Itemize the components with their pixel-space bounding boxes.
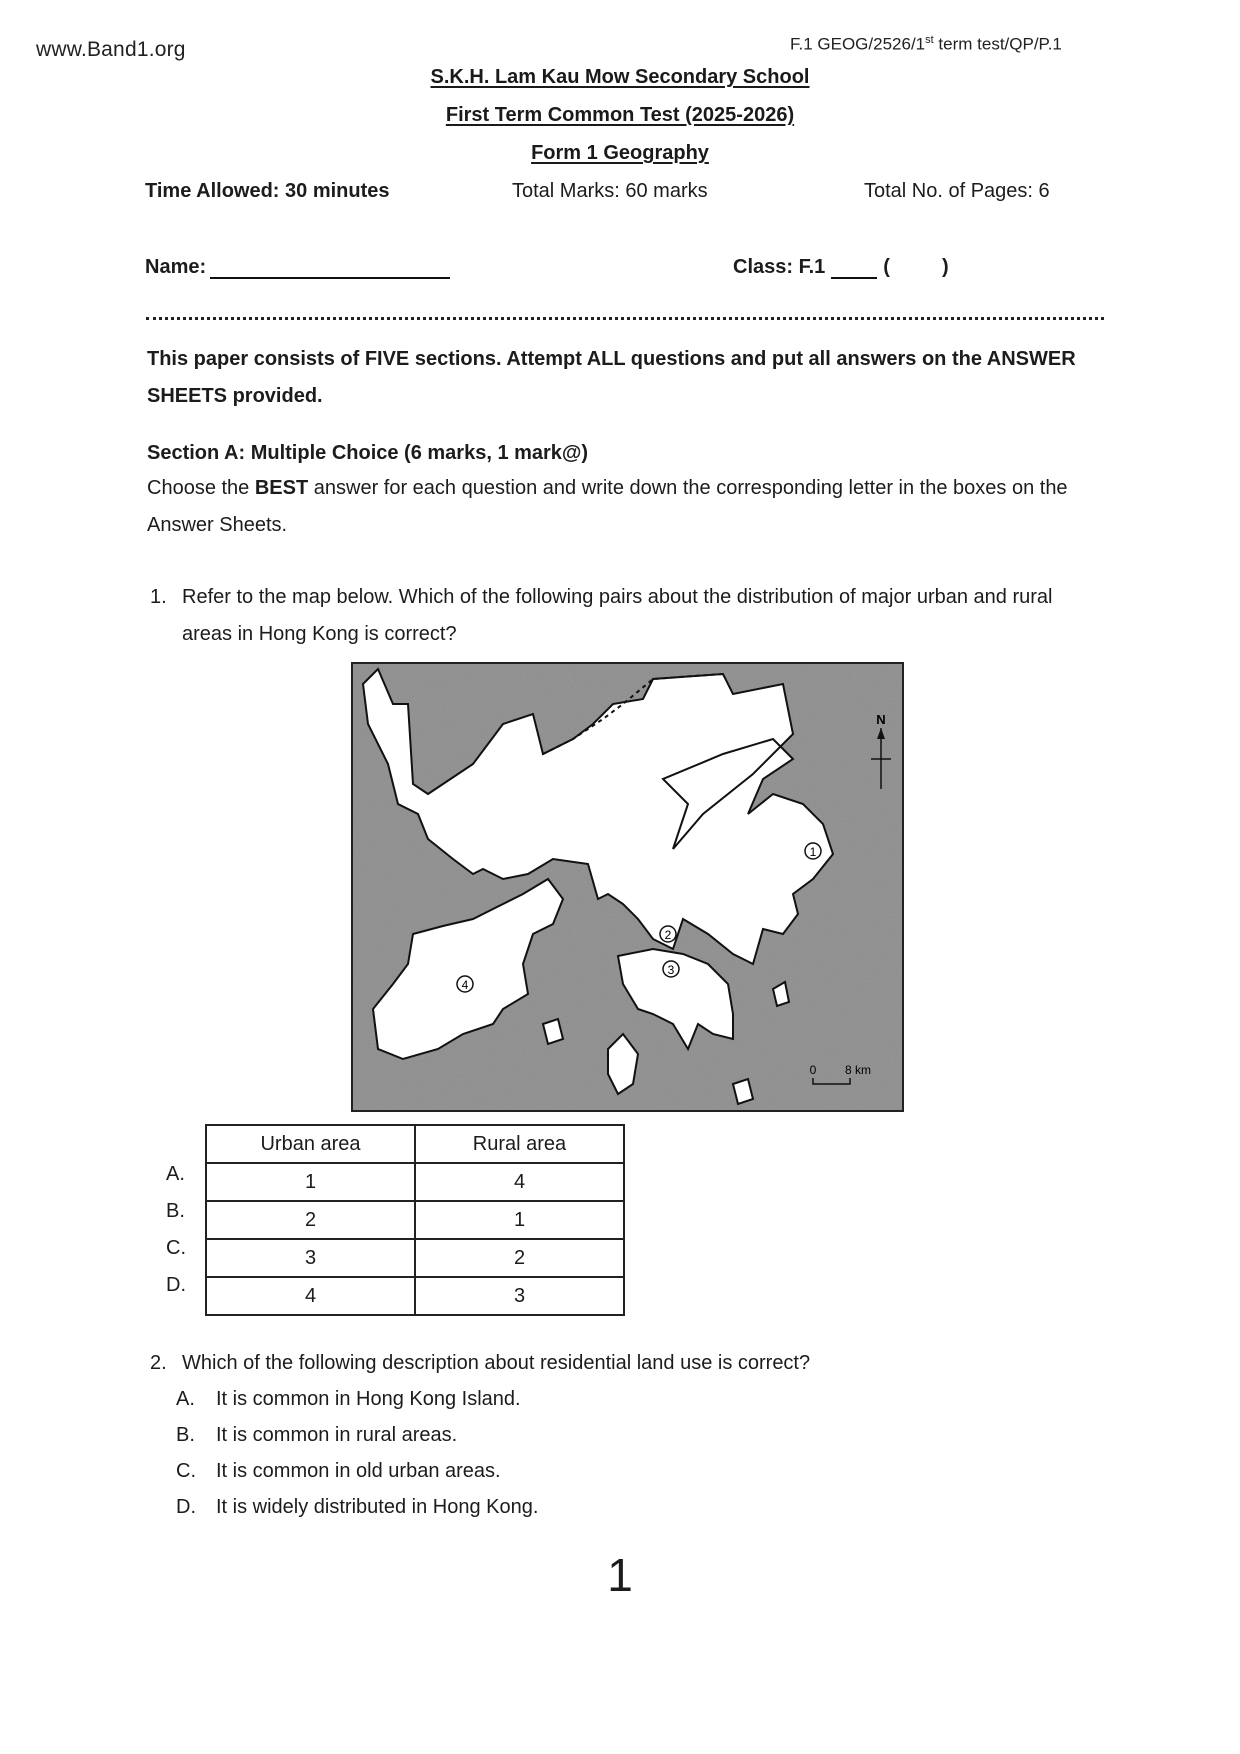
time-allowed: Time Allowed: 30 minutes <box>145 180 390 202</box>
total-pages: Total No. of Pages: 6 <box>864 180 1050 202</box>
name-blank[interactable] <box>210 257 450 279</box>
table-row <box>206 1277 624 1315</box>
question-2-text: Which of the following description about residential land use is correct? <box>182 1352 811 1374</box>
question-1 <box>150 579 1110 653</box>
map-marker-2 <box>660 926 676 942</box>
question-1-text: Refer to the map below. Which of the following pairs about the distribution of major urban and rural areas in Hong Kong is correct? <box>182 586 1053 645</box>
paper-reference: F.1 GEOG/2526/1st term test/QP/P.1 <box>790 34 1062 54</box>
svg-text:0: 0 <box>809 1063 817 1077</box>
class-blank[interactable] <box>831 259 877 279</box>
q2-option-d: D. It is widely distributed in Hong Kong. <box>176 1496 539 1518</box>
class-field <box>733 256 949 279</box>
q1-options-table <box>205 1124 625 1316</box>
column-header-urban: Urban area <box>206 1125 415 1163</box>
urban-cell: 1 <box>206 1163 415 1201</box>
class-label: Class: F.1 <box>733 256 826 278</box>
class-number-close: ) <box>941 256 949 278</box>
column-header-rural: Rural area <box>415 1125 624 1163</box>
table-header-row <box>206 1125 624 1163</box>
q2-option-a: A. It is common in Hong Kong Island. <box>176 1388 521 1410</box>
rural-cell: 2 <box>415 1239 624 1277</box>
dashed-divider <box>146 317 1104 320</box>
subject-title: Form 1 Geography <box>531 142 709 164</box>
table-row <box>206 1163 624 1201</box>
urban-cell: 2 <box>206 1201 415 1239</box>
option-letter-c: C. <box>166 1237 186 1259</box>
table-row <box>206 1239 624 1277</box>
svg-text:1: 1 <box>809 845 817 859</box>
rural-cell: 3 <box>415 1277 624 1315</box>
question-1-number: 1. <box>150 586 167 608</box>
map-marker-3 <box>663 961 679 977</box>
svg-text:N: N <box>876 712 886 727</box>
urban-cell: 3 <box>206 1239 415 1277</box>
map-marker-4 <box>457 976 473 992</box>
option-letter-a: A. <box>166 1163 185 1185</box>
option-letter-b: B. <box>166 1200 185 1222</box>
svg-text:2: 2 <box>664 928 672 942</box>
rural-cell: 1 <box>415 1201 624 1239</box>
watermark: www.Band1.org <box>36 38 186 61</box>
urban-cell: 4 <box>206 1277 415 1315</box>
class-number-open: ( <box>883 256 890 278</box>
map-marker-1 <box>805 843 821 859</box>
q2-option-b: B. It is common in rural areas. <box>176 1424 458 1446</box>
rural-cell: 4 <box>415 1163 624 1201</box>
section-a-title: Section A: Multiple Choice (6 marks, 1 mark@) <box>147 442 589 464</box>
paper-instructions: This paper consists of FIVE sections. Attempt ALL questions and put all answers on the ANSWER SHEETS provided. <box>147 348 1076 407</box>
option-letter-d: D. <box>166 1274 186 1296</box>
hong-kong-map <box>351 662 904 1112</box>
section-a-instructions: Choose the BEST answer for each question and write down the corresponding letter in the boxes on the Answer Sheets. <box>147 477 1068 536</box>
question-2 <box>150 1352 810 1375</box>
school-name: S.K.H. Lam Kau Mow Secondary School <box>430 66 810 88</box>
map-svg <box>353 664 902 1110</box>
q2-option-c: C. It is common in old urban areas. <box>176 1460 501 1482</box>
svg-text:8 km: 8 km <box>844 1063 872 1077</box>
page-number: 1 <box>607 1549 633 1601</box>
table-row <box>206 1201 624 1239</box>
question-2-number: 2. <box>150 1352 167 1374</box>
test-name: First Term Common Test (2025-2026) <box>445 104 795 126</box>
name-label: Name: <box>145 256 207 278</box>
svg-text:3: 3 <box>667 963 675 977</box>
name-field <box>145 256 450 279</box>
total-marks: Total Marks: 60 marks <box>512 180 708 202</box>
svg-text:4: 4 <box>461 978 469 992</box>
